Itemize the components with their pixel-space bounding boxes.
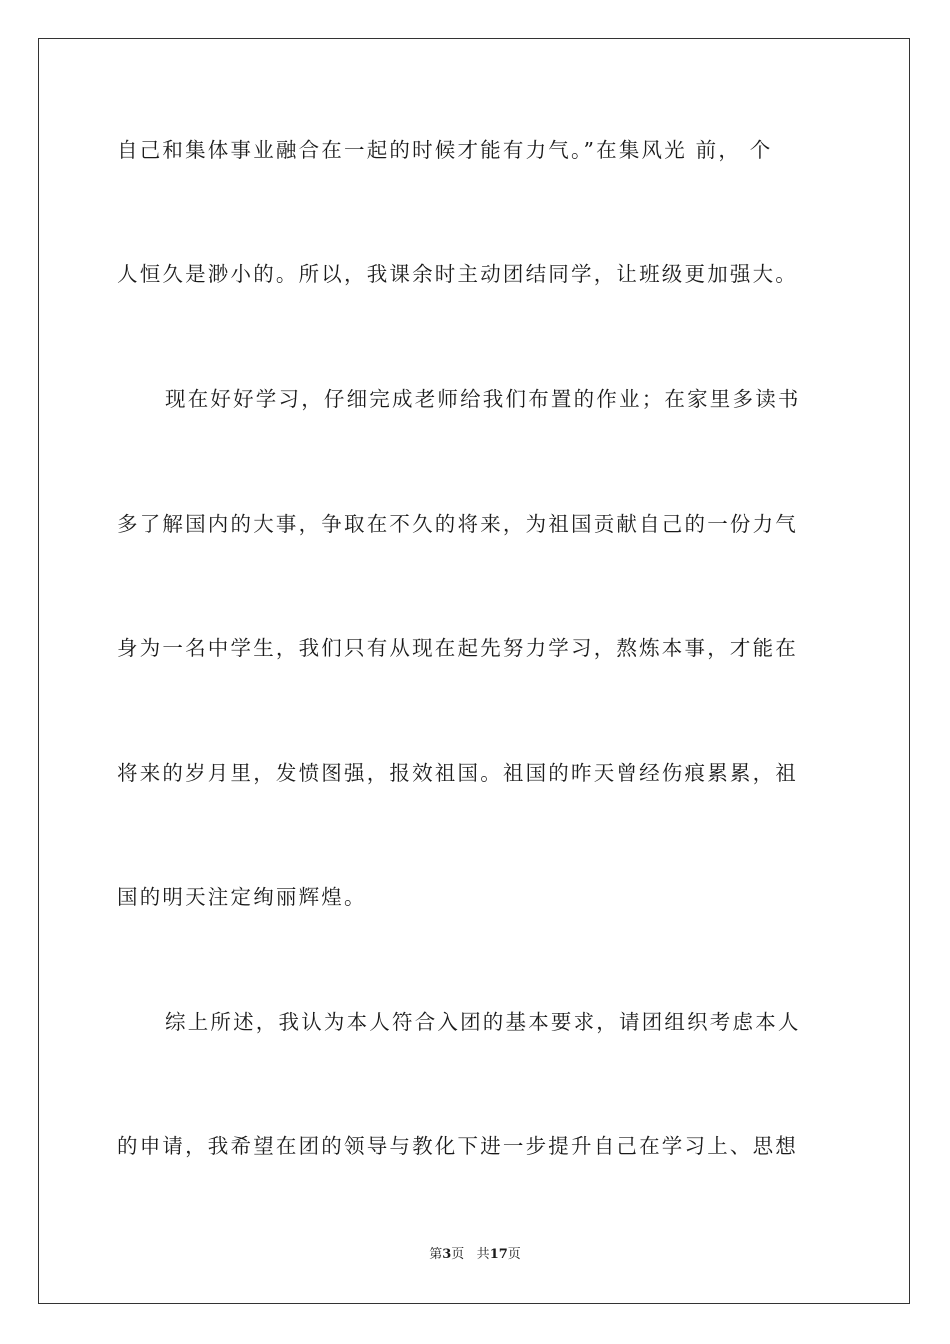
total-suffix: 页: [507, 1247, 521, 1262]
text-line-2: 人恒久是渺小的。所以，我课余时主动团结同学，让班级更加强大。: [117, 262, 798, 286]
current-page-number: 3: [442, 1247, 452, 1262]
text-line-7: 国的明天注定绚丽辉煌。: [117, 885, 367, 909]
page-suffix: 页: [451, 1247, 465, 1262]
text-line-4: 多了解国内的大事，争取在不久的将来，为祖国贡献自己的一份力气: [117, 512, 798, 536]
page-prefix: 第: [429, 1247, 443, 1262]
text-line-9: 的申请，我希望在团的领导与教化下进一步提升自己在学习上、思想: [117, 1134, 798, 1158]
text-line-1: 自己和集体事业融合在一起的时候才能有力气。”在集风光 前， 个: [117, 138, 773, 162]
text-line-6: 将来的岁月里，发愤图强，报效祖国。祖国的昨天曾经伤痕累累，祖: [117, 761, 798, 785]
page-frame: [38, 38, 910, 1304]
total-page-count: 17: [489, 1247, 508, 1262]
text-line-8: 综上所述，我认为本人符合入团的基本要求，请团组织考虑本人: [165, 1010, 801, 1034]
text-line-5: 身为一名中学生，我们只有从现在起先努力学习，熬炼本事，才能在: [117, 636, 798, 660]
page-footer: [0, 1246, 950, 1264]
total-prefix: 共: [476, 1247, 490, 1262]
text-line-3: 现在好好学习，仔细完成老师给我们布置的作业；在家里多读书: [165, 387, 801, 411]
